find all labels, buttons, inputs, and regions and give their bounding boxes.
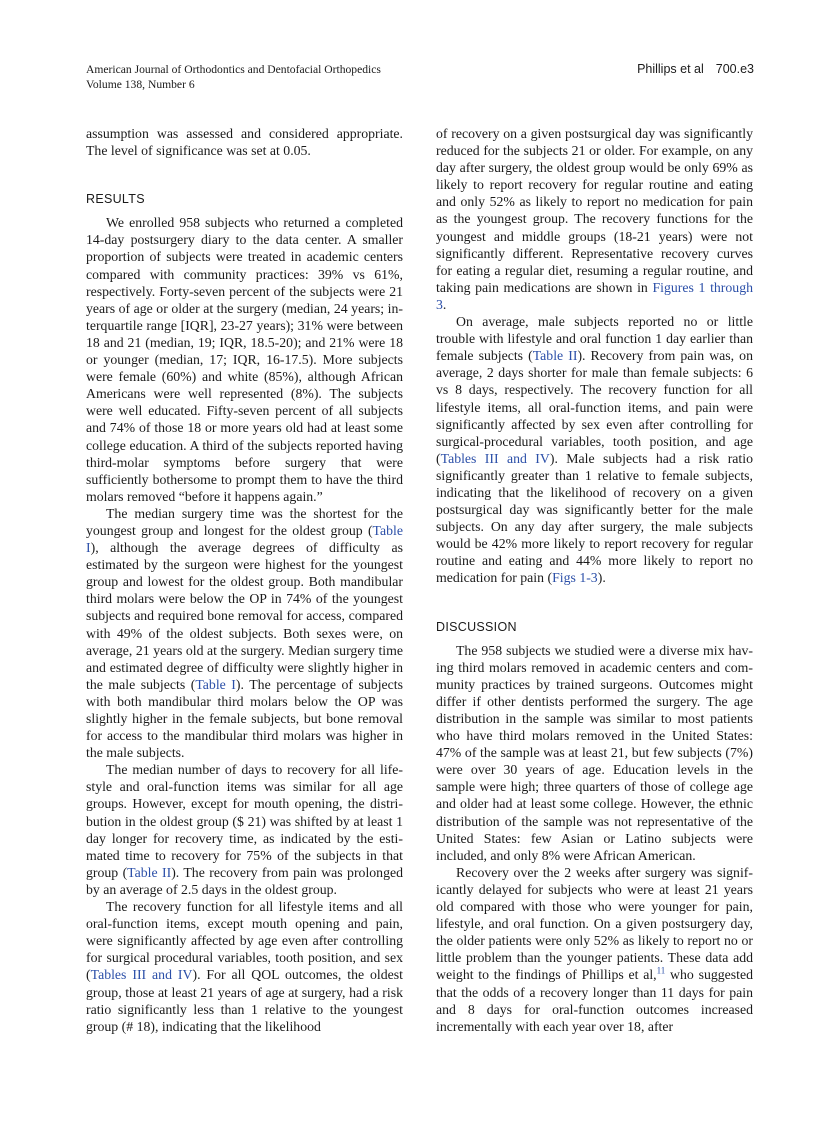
discussion-paragraph-2 [436, 864, 753, 1035]
text-run: ). The percentage of subjects with both mandibular third molars below the OP was slightly higher in the female subjects, but bone removal for access to the mandibular third molars was higher in the male subjects. [86, 676, 403, 761]
results-paragraph-4 [86, 898, 403, 1035]
text-run: The recovery function for all lifestyle items and all oral-function items, except mouth opening and pain, were significantly affected by age even after controlling for surgical procedural variables, tooth position, and sex ( [86, 899, 403, 983]
text-run: On average, male subjects reported no or little trouble with lifestyle and oral function 1 day earlier than female subjects ( [436, 314, 753, 364]
text-run: Recovery over the 2 weeks after surgery was significantly delayed for subjects who were at least 21 years old compared with those who were younger for pain, lifestyle, and oral function. On a given postsurgery day, the older patients were only 52% as likely to report no or little problem than the younger patients. These data add weight to the findings of Phillips et al, [436, 864, 753, 983]
text-run: ). For all QOL outcomes, the oldest group, those at least 21 years of age at surgery, had a risk ratio significantly less than 1 relative to the youngest group (# 18), indicating that the likelihood [86, 967, 403, 1034]
text-run: The median number of days to recovery for all lifestyle and oral-function items was similar for all age groups. However, except for mouth opening, the distribution in the oldest group ($ 21) was shifted by at least 1 day longer for recovery time, as indicated by the estimated time to recovery for 75% of the subjects in that group ( [86, 762, 403, 880]
discussion-heading: DISCUSSION [436, 619, 517, 634]
figures-1-3-link[interactable]: Figs 1-3 [552, 570, 598, 586]
text-run: who suggested that the odds of a recovery longer than 11 days for pain and 8 days for oral-function outcomes increased incrementally with each year over 18, after [436, 967, 753, 1034]
results-paragraph-5 [436, 313, 753, 587]
results-heading: RESULTS [86, 192, 145, 207]
text-run: ). Recovery from pain was, on average, 2 days shorter for male than female subjects: 6 vs 8 days, respectively. The recovery function for all lifestyle items, all oral-function items, and pain were significantly affected by sex even after controlling for surgical-procedural variables, tooth position, and age ( [436, 348, 753, 466]
table-2-link[interactable]: Table II [532, 348, 578, 364]
page-info [637, 62, 754, 77]
text-run: ). The recovery from pain was prolonged by an average of 2.5 days in the oldest group. [86, 864, 403, 897]
table-1-link[interactable]: Table I [86, 522, 403, 556]
journal-volume: Volume 138, Number 6 [86, 78, 195, 91]
journal-info [86, 62, 381, 92]
reference-11-link[interactable]: 11 [656, 965, 666, 976]
running-authors: Phillips et al [637, 62, 704, 76]
text-run: of recovery on a given postsurgical day was significantly reduced for the subjects 21 or older. For example, on any day after surgery, the oldest group would be only 69% as likely to report recovery for regular routine and eating and only 52% as likely to report no medication for pain as the youngest group. The recovery functions for the youngest and middle groups (18-21 years) were not significantly different. Representative recovery curves for eating a regular diet, resuming a regular routine, and taking pain medications are shown in [436, 126, 753, 295]
discussion-paragraph-1: The 958 subjects we studied were a diverse mix having third molars removed in academic centers and community practices by trained surgeons. Outcomes might differ if other dentists performed the surgery. The age distribution in the sample was similar to most patients who have third molars removed in the United States: 47% of the sample was at least 21, but few subjects (7%) were over 30 years of age. Education levels in the sample were high; three quarters of those of college age and older had at least some college. However, the ethnic distribution of the sample was not representative of the United States: few Asian or Latino subjects were included, and only 8% were African American. [436, 642, 753, 863]
results-paragraph-2 [86, 505, 403, 761]
results-paragraph-4-continued [436, 125, 753, 313]
text-run: ). Male subjects had a risk ratio significantly greater than 1 relative to female subjects, indicating that the likelihood of recovery on a given postsurgical day was significantly better for the male subjects. On any day after surgery, the male subjects would be 42% more likely to report recovery for regular routine and eating and 44% more likely to report no medication for pain ( [436, 450, 753, 586]
tables-3-4-link[interactable]: Tables III and IV [90, 967, 193, 983]
right-column [436, 125, 753, 1035]
text-run: The median surgery time was the shortest for the youngest group and longest for the oldest group ( [86, 505, 403, 538]
results-paragraph-1: We enrolled 958 subjects who returned a completed 14-day postsurgery diary to the data center. A smaller proportion of subjects were treated in academic centers compared with community practices: 39% vs 61%, respectively. Forty-seven percent of the subjects were 21 years of age or older at the surgery (median, 24 years; interquartile range [IQR], 23-27 years); 31% were between 18 and 21 (median, 19; IQR, 18.5-20); and 21% were 18 or younger (median, 17; IQR, 16-17.5). More subjects were female (60%) and white (85%), although African Americans were well represented (8%). The subjects were well educated. Fifty-seven percent of all subjects and 74% of those 18 or more years old had at least some college education. A third of the subjects reported having third-molar symptoms before surgery that were sufficiently bothersome to prompt them to have the third molars removed “before it happens again.” [86, 215, 403, 504]
paragraph-continued: assumption was assessed and considered appropriate. The level of significance was set at 0.05. [86, 126, 403, 159]
table-2-link[interactable]: Table II [127, 864, 172, 880]
tables-3-4-link[interactable]: Tables III and IV [440, 450, 550, 466]
text-run: ). [597, 570, 606, 586]
text-run: ), although the average degrees of difficulty as estimated by the surgeon were highest for the youngest group and lowest for the oldest group. Both mandibular third molars were below the OP in 74% of the youngest subjects and required bone removal for access, compared with 49% of the oldest subjects. Both sexes were, on average, 21 years old at the surgery. Median surgery time and estimated degree of difficulty were slightly higher in the male subjects ( [86, 540, 403, 692]
page-number: 700.e3 [715, 62, 754, 76]
journal-title: American Journal of Orthodontics and Dentofacial Orthopedics [86, 63, 381, 76]
figures-1-3-link[interactable]: Figures 1 through 3 [436, 279, 753, 312]
left-column [86, 125, 403, 1035]
results-paragraph-3 [86, 761, 403, 898]
text-run: . [442, 296, 447, 312]
table-1-link[interactable]: Table I [195, 676, 236, 692]
